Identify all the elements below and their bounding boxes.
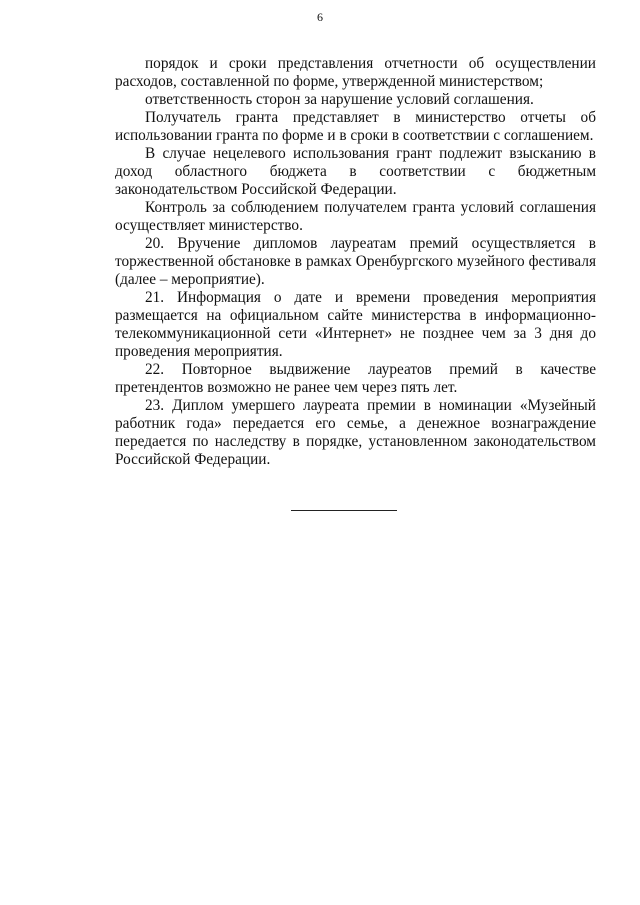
paragraph-liability: ответственность сторон за нарушение условий соглашения. — [145, 91, 534, 108]
document-body — [115, 55, 596, 469]
paragraph-grant-reports: Получатель гранта представляет в министерство отчеты об использовании гранта по форме и в сроки в соответствии с соглашением. — [115, 109, 596, 144]
paragraph-23-posthumous-diploma: 23. Диплом умершего лауреата премии в номинации «Музейный работник года» передается его семье, а денежное вознаграждение передается по наследству в порядке, установленном законодательством Российской Федерации. — [115, 397, 596, 468]
paragraph-compliance-control: Контроль за соблюдением получателем гранта условий соглашения осуществляет министерство. — [115, 199, 596, 234]
page-number: 6 — [317, 10, 323, 24]
paragraph-21-event-info: 21. Информация о дате и времени проведения мероприятия размещается на официальном сайте министерства в информационно-телекоммуникационной сети «Интернет» не позднее чем за 3 дня до проведения мероприятия. — [115, 289, 596, 360]
paragraph-20-diploma-award: 20. Вручение дипломов лауреатам премий осуществляется в торжественной обстановке в рамках Оренбургского музейного фестиваля (далее – мероприятие). — [115, 235, 596, 288]
paragraph-reporting-procedure: порядок и сроки представления отчетности об осуществлении расходов, составленной по форме, утвержденной министерством; — [115, 55, 596, 90]
paragraph-22-renomination: 22. Повторное выдвижение лауреатов премий в качестве претендентов возможно не ранее чем через пять лет. — [115, 361, 596, 396]
end-divider — [291, 510, 397, 511]
paragraph-misuse-recovery: В случае нецелевого использования грант подлежит взысканию в доход областного бюджета в соответствии с бюджетным законодательством Российской Федерации. — [115, 145, 596, 198]
